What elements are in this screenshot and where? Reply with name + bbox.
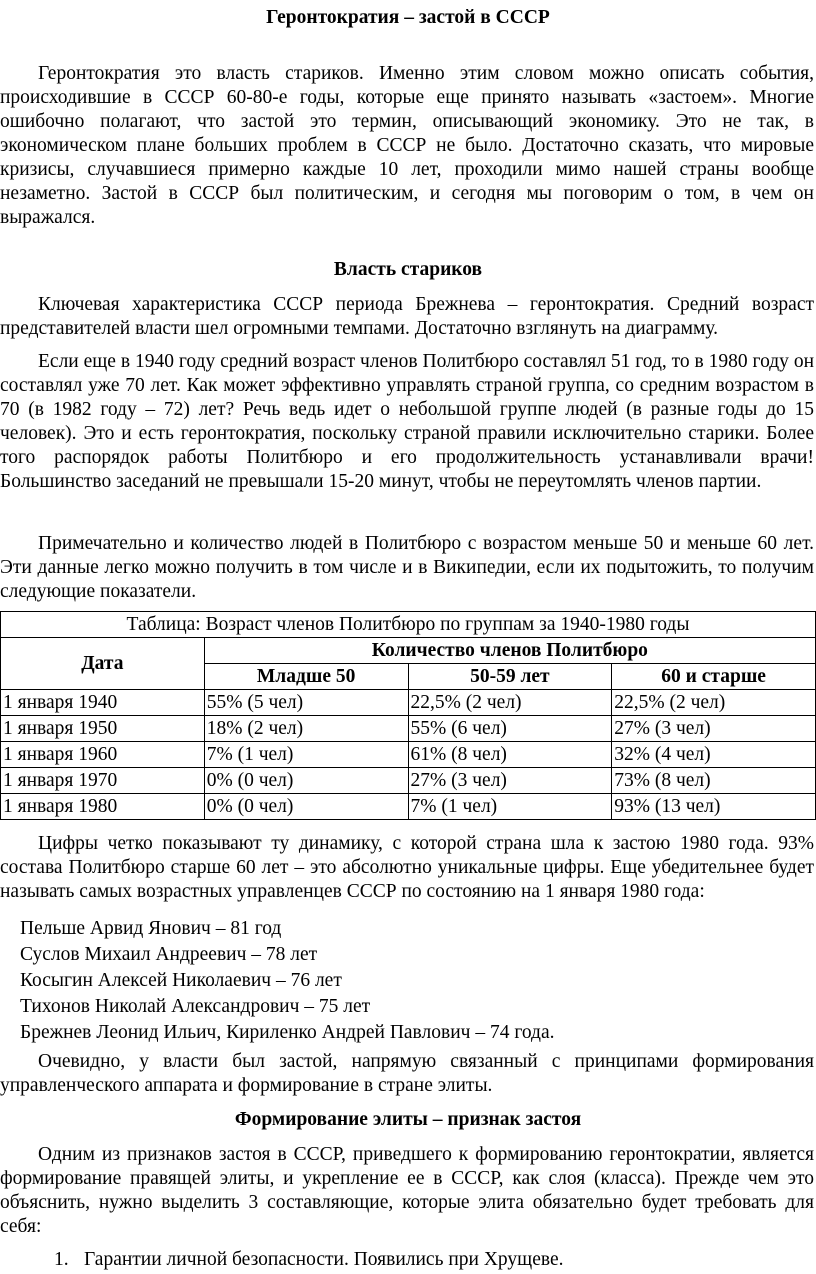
table-caption: Таблица: Возраст членов Политбюро по группам за 1940-1980 годы xyxy=(1,612,816,638)
table-cell: 22,5% (2 чел) xyxy=(612,690,816,716)
table-row xyxy=(1,742,816,768)
table-cell: 1 января 1950 xyxy=(1,716,205,742)
table-cell: 27% (3 чел) xyxy=(408,768,612,794)
list-item: Брежнев Леонид Ильич, Кириленко Андрей Павлович – 74 года. xyxy=(20,1022,555,1043)
table-cell: 55% (5 чел) xyxy=(204,690,408,716)
table-row xyxy=(1,690,816,716)
table-cell: 0% (0 чел) xyxy=(204,794,408,820)
paragraph-average-age: Если еще в 1940 году средний возраст членов Политбюро составлял 51 год, то в 1980 году он составлял уже 70 лет. Как может эффективно управлять страной группа, со средним возрастом в 70 (в 1982 году – 72) лет? Речь ведь идет о небольшой группе людей (в разные годы до 15 человек). Это и есть геронтократия, поскольку страной правили исключительно старики. Более того распорядок работы Политбюро и его продолжительность устанавливали врачи! Большинство заседаний не превышали 15-20 минут, чтобы не переутомлять членов партии. xyxy=(0,351,814,492)
table-cell: 73% (8 чел) xyxy=(612,768,816,794)
paragraph-conclusion: Очевидно, у власти был застой, напрямую связанный с принципами формирования управленческого аппарата и формирование в стране элиты. xyxy=(0,1051,814,1096)
section-heading-elite: Формирование элиты – признак застоя xyxy=(234,1109,582,1130)
paragraph-dynamics: Цифры четко показывают ту динамику, с которой страна шла к застою 1980 года. 93% состава Политбюро старше 60 лет – это абсолютно уникальные цифры. Еще убедительнее будет называть самых возрастных управленцев СССР по состоянию на 1 января 1980 года: xyxy=(0,833,814,902)
column-header-50-59: 50-59 лет xyxy=(408,664,612,690)
table-cell: 0% (0 чел) xyxy=(204,768,408,794)
list-item: Пельше Арвид Янович – 81 год xyxy=(20,918,282,939)
table-cell: 22,5% (2 чел) xyxy=(408,690,612,716)
list-item-text: Гарантии личной безопасности. Появились при Хрущеве. xyxy=(84,1249,564,1270)
table-cell: 93% (13 чел) xyxy=(612,794,816,820)
document-title: Геронтократия – застой в СССР xyxy=(266,7,550,28)
paragraph-key-characteristic: Ключевая характеристика СССР периода Брежнева – геронтократия. Средний возраст представителей власти шел огромными темпами. Достаточно взглянуть на диаграмму. xyxy=(0,294,814,339)
date-column-header: Дата xyxy=(1,638,205,690)
table-cell: 1 января 1940 xyxy=(1,690,205,716)
section-heading-power: Власть стариков xyxy=(333,259,483,280)
table-cell: 7% (1 чел) xyxy=(408,794,612,820)
column-header-60-plus: 60 и старше xyxy=(612,664,816,690)
politburo-age-table xyxy=(0,611,816,820)
intro-paragraph: Геронтократия это власть стариков. Именно этим словом можно описать события, происходившие в СССР 60-80-е годы, которые еще принято называть «застоем». Многие ошибочно полагают, что застой это термин, описывающий экономику. Это не так, в экономическом плане больших проблем в СССР не было. Достаточно сказать, что мировые кризисы, случавшиеся примерно каждые 10 лет, проходили мимо нашей страны вообще незаметно. Застой в СССР был политическим, и сегодня мы поговорим о том, в чем он выражался. xyxy=(0,63,814,228)
table-cell: 1 января 1980 xyxy=(1,794,205,820)
list-item: Суслов Михаил Андреевич – 78 лет xyxy=(20,944,318,965)
table-cell: 1 января 1970 xyxy=(1,768,205,794)
list-item: Косыгин Алексей Николаевич – 76 лет xyxy=(20,970,342,991)
paragraph-elite: Одним из признаков застоя в СССР, приведшего к формированию геронтократии, является формирование правящей элиты, и укрепление ее в СССР, как слоя (класса). Прежде чем это объяснить, нужно выделить 3 составляющие, которые элита обязательно будет требовать для себя: xyxy=(0,1144,814,1237)
paragraph-group-counts: Примечательно и количество людей в Политбюро с возрастом меньше 50 и меньше 60 лет. Эти данные легко можно получить в том числе и в Википедии, если их подытожить, то получим следующие показатели. xyxy=(0,533,814,602)
oldest-officials-list xyxy=(20,916,554,1046)
table-row xyxy=(1,768,816,794)
list-item xyxy=(0,1248,563,1272)
table-row xyxy=(1,794,816,820)
table-row xyxy=(1,716,816,742)
member-count-header: Количество членов Политбюро xyxy=(204,638,815,664)
column-header-under-50: Младше 50 xyxy=(204,664,408,690)
table-cell: 27% (3 чел) xyxy=(612,716,816,742)
table-cell: 55% (6 чел) xyxy=(408,716,612,742)
table-cell: 32% (4 чел) xyxy=(612,742,816,768)
list-item-number: 1. xyxy=(54,1249,69,1270)
table-cell: 18% (2 чел) xyxy=(204,716,408,742)
table-cell: 1 января 1960 xyxy=(1,742,205,768)
table-cell: 61% (8 чел) xyxy=(408,742,612,768)
requirements-list xyxy=(0,1248,563,1272)
table-cell: 7% (1 чел) xyxy=(204,742,408,768)
list-item: Тихонов Николай Александрович – 75 лет xyxy=(20,996,371,1017)
